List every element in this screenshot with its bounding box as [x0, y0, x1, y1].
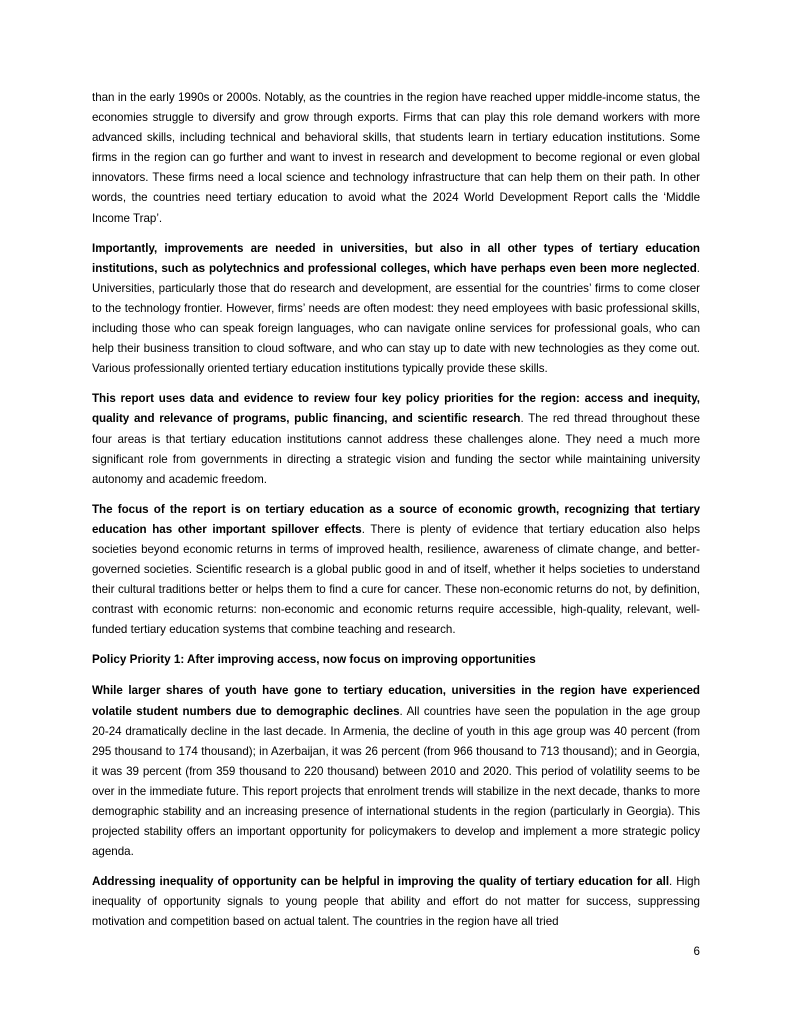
- paragraph-3-text: . The red thread throughout these four areas is that tertiary education institutions cannot address these challenges alone. They need a much more significant role from governments in directing a strategic vision and funding the sector while maintaining university autonomy and academic freedom.: [92, 412, 700, 486]
- paragraph-6-text: . High inequality of opportunity signals to young people that ability and effort do not matter for success, suppressing motivation and competition based on actual talent. The countries in the region have all tried: [92, 875, 700, 929]
- paragraph-4-text: . There is plenty of evidence that tertiary education also helps societies beyond economic returns in terms of improved health, resilience, awareness of climate change, and better-governed societies. Scientific research is a global public good in and of itself, whether it helps societies to understand their cultural traditions better or helps them to find a cure for cancer. These non-economic returns do not, by definition, contrast with economic returns: non-economic and economic returns require accessible, high-quality, relevant, well-funded tertiary education systems that combine teaching and research.: [92, 522, 700, 637]
- paragraph-3-lead: This report uses data and evidence to review four key policy priorities for the region: access and inequity, quality and relevance of programs, public financing, and scientific research: [92, 392, 700, 426]
- page-body-text: [92, 88, 700, 933]
- paragraph-4-lead: The focus of the report is on tertiary education as a source of economic growth, recognizing that tertiary education has other important spillover effects: [92, 502, 700, 536]
- paragraph-6-lead: Addressing inequality of opportunity can be helpful in improving the quality of tertiary education for all: [92, 875, 670, 889]
- paragraph-2-lead: Importantly, improvements are needed in universities, but also in all other types of tertiary education institutions, such as polytechnics and professional colleges, which have perhaps even been more neglected: [92, 241, 700, 275]
- paragraph-report-focus: [92, 500, 700, 641]
- paragraph-2-text: . Universities, particularly those that do research and development, are essential for the countries’ firms to come closer to the technology frontier. However, firms’ needs are often modest: they need employees with basic professional skills, including those who can speak foreign languages, who can navigate online services for professional goals, who can help their business transition to cloud software, and who can stay up to date with new technologies as they come out. Various professionally oriented tertiary education institutions typically provide these skills.: [92, 261, 700, 376]
- paragraph-continued-from-previous-page: [92, 88, 700, 229]
- section-heading-policy-priority-1: Policy Priority 1: After improving access, now focus on improving opportunities: [92, 653, 536, 667]
- paragraph-inequality-of-opportunity: [92, 872, 700, 932]
- paragraph-5-text: . All countries have seen the population in the age group 20-24 dramatically decline in the last decade. In Armenia, the decline of youth in this age group was 40 percent (from 295 thousand to 174 thousand); in Azerbaijan, it was 26 percent (from 966 thousand to 713 thousand); and in Georgia, it was 39 percent (from 359 thousand to 220 thousand) between 2010 and 2020. This period of volatility seems to be over in the immediate future. This report projects that enrolment trends will stabilize in the next decade, thanks to more demographic stability and an increasing presence of international students in the region (particularly in Georgia). This projected stability offers an important opportunity for policymakers to develop and implement a more strategic policy agenda.: [92, 704, 700, 859]
- paragraph-institutions-neglected: [92, 239, 700, 380]
- paragraph-1-text: than in the early 1990s or 2000s. Notably, as the countries in the region have reached upper middle-income status, the economies struggle to diversify and grow through exports. Firms that can play this role demand workers with more advanced skills, including technical and behavioral skills, that students learn in tertiary education institutions. Some firms in the region can go further and want to invest in research and development to become regional or even global innovators. These firms need a local science and technology infrastructure that can help them on their path. In other words, the countries need tertiary education to avoid what the 2024 World Development Report calls the ‘Middle Income Trap’.: [92, 91, 700, 225]
- paragraph-volatile-student-numbers: [92, 681, 700, 862]
- paragraph-four-policy-priorities: [92, 389, 700, 489]
- paragraph-5-lead: While larger shares of youth have gone to tertiary education, universities in the region have experienced volatile student numbers due to demographic declines: [92, 684, 700, 718]
- page-number: 6: [693, 945, 700, 958]
